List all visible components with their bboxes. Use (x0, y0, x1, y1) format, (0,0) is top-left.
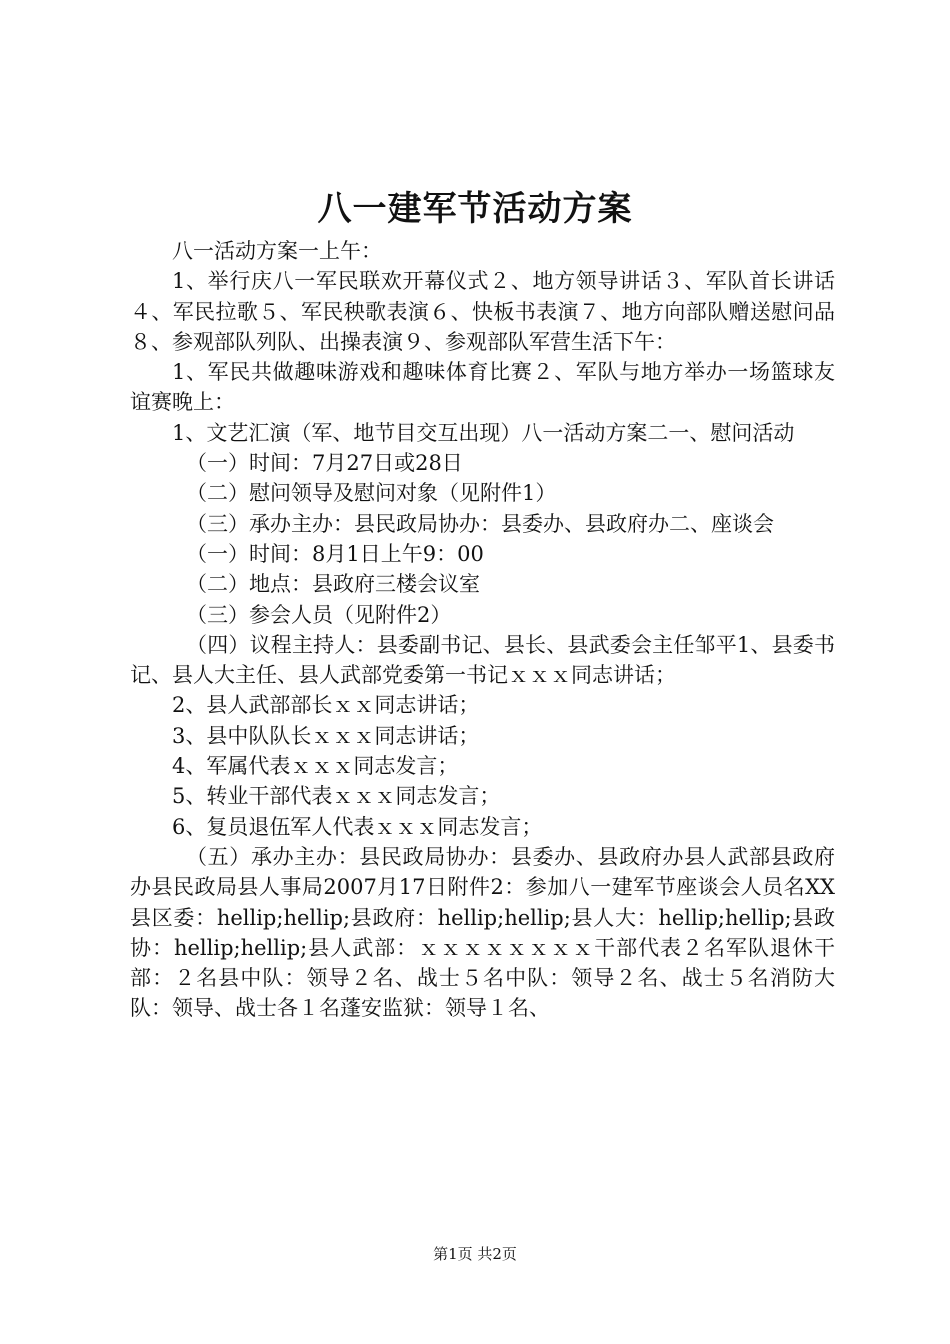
paragraph-13: 3、县中队队长ｘｘｘ同志讲话； (172, 723, 480, 748)
paragraph-11: （四）议程主持人：县委副书记、县长、县武委会主任邹平1、县委书记、县人大主任、县人武部党委第一书记ｘｘｘ同志讲话； (130, 632, 835, 688)
paragraph-5: （一）时间：7月27日或28日 (186, 451, 463, 476)
paragraph-1: 八一活动方案一上午： (172, 239, 382, 263)
paragraph-8: （一）时间：8月1日上午9：00 (186, 541, 484, 566)
paragraph-9: （二）地点：县政府三楼会议室 (186, 572, 480, 597)
page-footer: 第1页 共2页 (433, 1245, 517, 1263)
paragraph-7: （三）承办主办：县民政局协办：县委办、县政府办二、座谈会 (186, 511, 774, 536)
paragraph-3: 1、军民共做趣味游戏和趣味体育比赛２、军队与地方举办一场篮球友谊赛晚上： (130, 360, 835, 415)
document-title: 八一建军节活动方案 (317, 189, 633, 229)
paragraph-6: （二）慰问领导及慰问对象（见附件1） (186, 481, 557, 506)
paragraph-15: 5、转业干部代表ｘｘｘ同志发言； (172, 784, 501, 809)
paragraph-4: 1、文艺汇演（军、地节目交互出现）八一活动方案二一、慰问活动 (172, 420, 795, 445)
paragraph-16: 6、复员退伍军人代表ｘｘｘ同志发言； (172, 814, 543, 839)
paragraph-12: 2、县人武部部长ｘｘ同志讲话； (172, 693, 480, 718)
paragraph-2: 1、举行庆八一军民联欢开幕仪式２、地方领导讲话３、军队首长讲话４、军民拉歌５、军民秧歌表演６、快板书表演７、地方向部队赠送慰问品８、参观部队列队、出操表演９、参观部队军营生活下午： (130, 269, 835, 354)
paragraph-14: 4、军属代表ｘｘｘ同志发言； (172, 754, 459, 779)
paragraph-17: （五）承办主办：县民政局协办：县委办、县政府办县人武部县政府办县民政局县人事局2007月17日附件2：参加八一建军节座谈会人员名XX县区委：hellip;hellip;县政府：hellip;hellip;县人大：hellip;hellip;县政协：hellip;hellip;县人武部：ｘｘｘｘｘｘｘｘ干部代表２名军队退休干部：２名县中队：领导２名、战士５名中队：领导２名、战士５名消防大队：领导、战士各１名蓬安监狱：领导１名、 (130, 844, 835, 1021)
paragraph-10: （三）参会人员（见附件2） (186, 602, 452, 627)
document-body (130, 236, 835, 1024)
